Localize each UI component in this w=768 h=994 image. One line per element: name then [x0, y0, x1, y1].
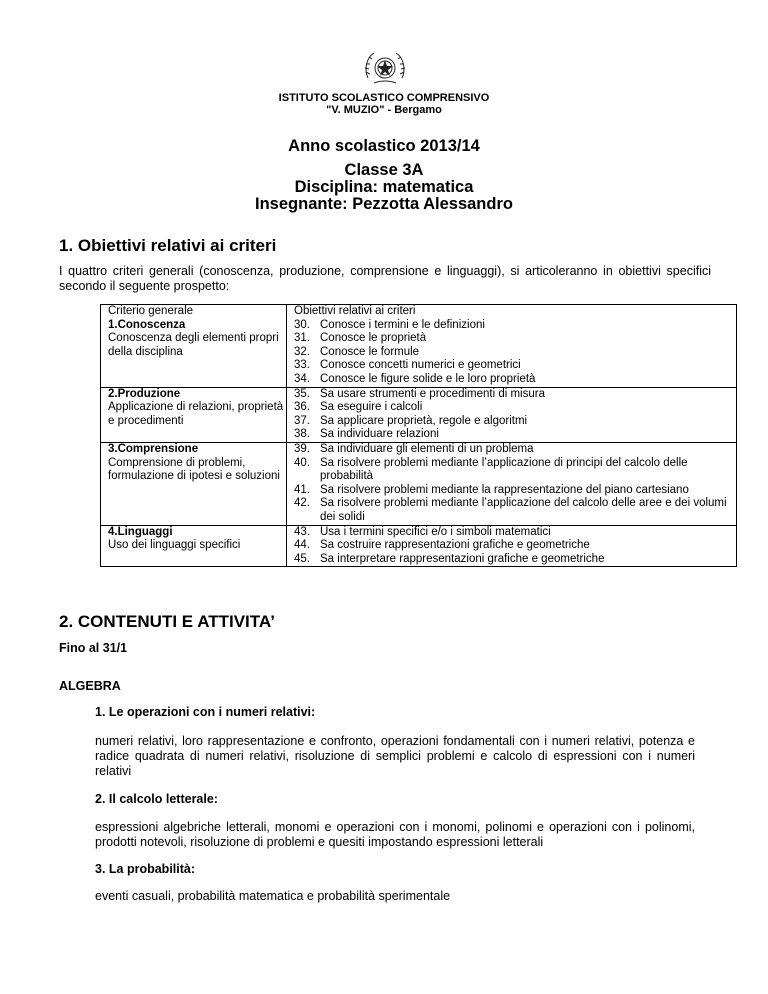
objective-item: [294, 401, 734, 415]
table-row: [101, 387, 737, 442]
objective-item: [294, 415, 734, 429]
objective-item: [294, 332, 734, 346]
objective-number: 34.: [294, 372, 310, 385]
content-item-text: eventi casuali, probabilità matematica e probabilità sperimentale: [95, 889, 451, 903]
table-header-right: Obiettivi relativi ai criteri: [294, 305, 416, 317]
content-item-text: numeri relativi, loro rappresentazione e confronto, operazioni fondamentali con i numeri relativi, potenza e radice quadrata di numeri relativi, risoluzione di semplici problemi e calcolo di espressioni con i numeri relativi: [95, 734, 695, 778]
period-label: Fino al 31/1: [59, 641, 128, 655]
table-header-left: Criterio generale: [108, 305, 194, 317]
table-row: [101, 442, 737, 525]
objective-number: 38.: [294, 428, 310, 441]
objective-number: 37.: [294, 414, 310, 427]
school-name: ISTITUTO SCOLASTICO COMPRENSIVO: [278, 92, 490, 104]
objective-number: 41.: [294, 483, 310, 496]
objective-item: [294, 484, 734, 498]
criterion-desc: Conoscenza degli elementi propri della disciplina: [108, 332, 279, 358]
objective-item: [294, 388, 734, 402]
objective-item: [294, 359, 734, 373]
objective-text: Sa eseguire i calcoli: [320, 401, 423, 414]
objective-number: 39.: [294, 442, 310, 455]
content-item-title: 2. Il calcolo letterale:: [95, 792, 218, 806]
criteria-cell: [101, 387, 287, 442]
objective-number: 36.: [294, 401, 310, 414]
objective-number: 30.: [294, 318, 310, 331]
table-row: [101, 525, 737, 567]
objective-item: [294, 539, 734, 553]
objective-item: [294, 319, 734, 333]
criterion-title: 1.Conoscenza: [108, 318, 186, 331]
objective-number: 40.: [294, 456, 310, 469]
objective-text: Sa applicare proprietà, regole e algoritmi: [320, 414, 528, 427]
section1-intro: I quattro criteri generali (conoscenza, produzione, comprensione e linguaggi), si articoleranno in obiettivi specifici secondo il seguente prospetto:: [59, 264, 711, 293]
objective-item: [294, 428, 734, 442]
objectives-cell: [287, 442, 737, 525]
objective-number: 32.: [294, 345, 310, 358]
area-label: ALGEBRA: [59, 679, 121, 693]
objective-text: Sa costruire rappresentazioni grafiche e geometriche: [320, 539, 590, 552]
section1-heading: 1. Obiettivi relativi ai criteri: [59, 236, 277, 255]
objective-item: [294, 373, 734, 387]
objective-item: [294, 497, 734, 524]
content-item-text: espressioni algebriche letterali, monomi e operazioni con i monomi, polinomi e operazioni con i polinomi, prodotti notevoli, risoluzione di problemi e quesiti impostando espressioni letterali: [95, 820, 695, 849]
objective-number: 42.: [294, 497, 310, 510]
objective-text: Conosce i termini e le definizioni: [320, 318, 485, 331]
objectives-cell: [287, 525, 737, 567]
objectives-cell: [287, 305, 737, 388]
objective-number: 43.: [294, 525, 310, 538]
criterion-desc: Comprensione di problemi, formulazione di ipotesi e soluzioni: [108, 456, 280, 483]
objective-item: [294, 443, 734, 457]
objective-text: Sa risolvere problemi mediante l’applicazione di principi del calcolo delle probabilità: [320, 456, 688, 483]
criterion-title: 4.Linguaggi: [108, 525, 173, 538]
objective-text: Sa individuare gli elementi di un problema: [320, 442, 534, 455]
criterion-desc: Uso dei linguaggi specifici: [108, 539, 241, 552]
criteria-cell: [101, 442, 287, 525]
objective-number: 31.: [294, 332, 310, 345]
school-year: Anno scolastico 2013/14: [288, 137, 480, 155]
objective-text: Usa i termini specifici e/o i simboli matematici: [320, 525, 551, 538]
criterion-title: 2.Produzione: [108, 387, 181, 400]
objective-text: Sa usare strumenti e procedimenti di misura: [320, 387, 545, 400]
section2-heading: 2. CONTENUTI E ATTIVITA’: [59, 612, 275, 631]
table-row: [101, 305, 737, 388]
criterion-desc: Applicazione di relazioni, proprietà e procedimenti: [108, 401, 284, 427]
objective-text: Conosce le proprietà: [320, 332, 427, 345]
subject: Disciplina: matematica: [294, 178, 474, 196]
content-item-title: 1. Le operazioni con i numeri relativi:: [95, 705, 316, 719]
criterion-title: 3.Comprensione: [108, 442, 199, 455]
criteria-cell: [101, 525, 287, 567]
objective-text: Conosce le formule: [320, 345, 420, 358]
objective-number: 35.: [294, 387, 310, 400]
objective-item: [294, 526, 734, 540]
criteria-cell: [101, 305, 287, 388]
objective-text: Sa risolvere problemi mediante l’applicazione del calcolo delle aree e dei volumi dei solidi: [320, 497, 727, 523]
objective-item: [294, 553, 734, 567]
school-location: "V. MUZIO" - Bergamo: [326, 104, 442, 116]
content-item-title: 3. La probabilità:: [95, 862, 196, 876]
class-name: Classe 3A: [344, 161, 424, 179]
objective-text: Conosce le figure solide e le loro proprietà: [320, 372, 536, 385]
teacher: Insegnante: Pezzotta Alessandro: [255, 195, 513, 213]
objective-item: [294, 346, 734, 360]
objectives-cell: [287, 387, 737, 442]
objective-item: [294, 457, 734, 484]
objective-number: 45.: [294, 552, 310, 565]
italian-republic-emblem-icon: [362, 48, 408, 88]
criteria-table: [100, 304, 737, 567]
objective-number: 33.: [294, 359, 310, 372]
objective-text: Sa individuare relazioni: [320, 428, 439, 441]
objective-text: Sa interpretare rappresentazioni grafiche e geometriche: [320, 552, 605, 565]
objective-number: 44.: [294, 539, 310, 552]
objective-text: Sa risolvere problemi mediante la rappresentazione del piano cartesiano: [320, 483, 689, 496]
objective-text: Conosce concetti numerici e geometrici: [320, 359, 521, 372]
